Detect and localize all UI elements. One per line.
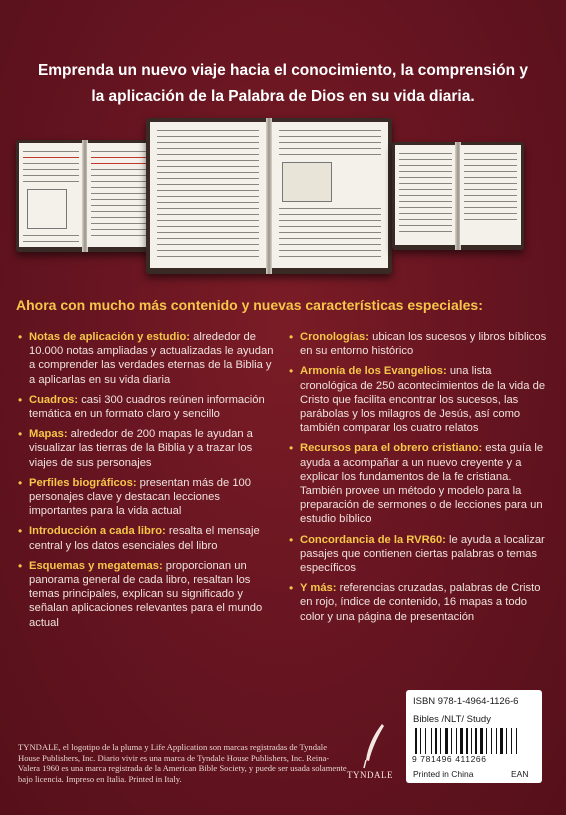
barcode-bar xyxy=(415,728,417,754)
barcode-bar xyxy=(420,728,421,754)
feature-title: Cuadros: xyxy=(29,393,79,406)
barcode-bar xyxy=(451,728,452,754)
barcode-bar xyxy=(504,728,505,754)
feature-description: alrededor de 200 mapas le ayudan a visualizar las tierras de la Biblia y a trazar los viajes de sus personajes xyxy=(29,428,253,469)
feature-title: Introducción a cada libro: xyxy=(29,525,166,538)
bullet-icon: • xyxy=(289,441,294,456)
feature-description: proporcionan un panorama general de cada libro, resaltan los temas principales, explican su significado y señalan aplicaciones relevantes para el mundo actual xyxy=(29,559,263,629)
feature-title: Notas de aplicación y estudio: xyxy=(29,331,191,343)
bible-spreads-photo xyxy=(0,112,566,282)
barcode xyxy=(415,728,533,754)
features-column-left xyxy=(18,330,280,636)
barcode-number: 9 781496 411266 xyxy=(412,754,487,764)
barcode-bar xyxy=(427,728,430,754)
feature-description: resalta el mensaje central y los datos esenciales del libro xyxy=(29,525,260,552)
bullet-icon: • xyxy=(18,392,23,407)
barcode-bar xyxy=(493,728,495,754)
barcode-bar xyxy=(486,728,487,754)
barcode-bar xyxy=(442,728,444,754)
features-subheading: Ahora con mucho más contenido y nuevas características especiales: xyxy=(16,297,483,313)
feature-description: esta guía le ayuda a acompañar a un nuevo creyente y a explicar los fundamentos de la fe cristiana. También provee un método y modelo para la preparación de sermones o de lecciones para un estudio bíblico xyxy=(300,442,544,526)
feature-description: casi 300 cuadros reúnen información temática en un formato claro y sencillo xyxy=(29,393,265,421)
barcode-bar xyxy=(449,728,450,754)
barcode-bar xyxy=(469,728,470,754)
bullet-icon: • xyxy=(289,532,294,547)
barcode-bar xyxy=(458,728,459,754)
barcode-bar xyxy=(518,728,519,754)
barcode-bar xyxy=(484,728,485,754)
ean-label: EAN xyxy=(511,769,529,779)
bullet-icon: • xyxy=(18,558,23,573)
feature-description: ubican los sucesos y libros bíblicos en su entorno histórico xyxy=(300,331,547,358)
barcode-bar xyxy=(496,728,497,754)
feature-description: referencias cruzadas, palabras de Cristo en rojo, índice de contenido, 16 mapas a todo color y una página de presentación xyxy=(300,582,541,623)
barcode-bar xyxy=(445,728,448,754)
barcode-bar xyxy=(433,728,434,754)
barcode-bar xyxy=(466,728,468,754)
feature-item xyxy=(18,330,280,387)
bullet-icon: • xyxy=(289,330,294,344)
barcode-bar xyxy=(456,728,457,754)
feature-title: Recursos para el obrero cristiano: xyxy=(300,442,483,455)
feature-title: Perfiles biográficos: xyxy=(29,476,137,489)
headline xyxy=(0,58,566,110)
barcode-bar xyxy=(511,728,512,754)
feature-item xyxy=(289,533,551,576)
feature-title: Armonía de los Evangelios: xyxy=(300,365,447,378)
barcode-bar xyxy=(500,728,503,754)
feature-item xyxy=(18,476,280,519)
features-column-right xyxy=(289,330,551,630)
barcode-bar xyxy=(513,728,515,754)
feature-title: Y más: xyxy=(300,582,337,595)
feature-description: alrededor de 10.000 notas ampliadas y actualizadas le ayudan a comprender las verdades eternas de la Biblia y a aplicarlas en su vida diaria xyxy=(29,331,274,386)
bible-spread-right xyxy=(392,142,524,250)
barcode-bar xyxy=(491,728,492,754)
barcode-bar xyxy=(473,728,474,754)
tyndale-logo-text: TYNDALE xyxy=(347,770,393,780)
category-label: Bibles /NLT/ Study xyxy=(413,714,491,725)
headline-line-2: la aplicación de la Palabra de Dios en su vida diaria. xyxy=(91,88,475,105)
feature-description: presentan más de 100 personajes clave y destacan lecciones importantes para la vida actual xyxy=(29,476,251,518)
feature-description: una lista cronológica de 250 acontecimientos de la vida de Cristo que facilita encontrar los sucesos, las parábolas y los milagros de Jesús, así como también comparar los cuatro relatos xyxy=(300,365,546,435)
barcode-bar xyxy=(435,728,437,754)
barcode-bar xyxy=(422,728,424,754)
feature-title: Esquemas y megatemas: xyxy=(29,559,163,572)
bullet-icon: • xyxy=(18,330,23,344)
bullet-icon: • xyxy=(18,524,23,539)
legal-notice: TYNDALE, el logotipo de la pluma y Life Application son marcas registradas de Tyndale House Publishers, Inc. Diario vivir es una marca de Tyndale House Publishers, Inc. Reina-Valera 1960 es una marca registrada de la American Bible Society, y puede ser usada solamente bajo licencia. Impreso en Italia. Printed in Italy. xyxy=(18,742,347,784)
barcode-bar xyxy=(431,728,432,754)
bible-spread-center xyxy=(146,118,392,274)
barcode-bar xyxy=(475,728,477,754)
feature-item xyxy=(289,364,551,435)
headline-line-1: Emprenda un nuevo viaje hacia el conocimiento, la comprensión y xyxy=(37,62,529,79)
feature-item xyxy=(289,581,551,624)
feature-item xyxy=(18,524,280,552)
feature-item xyxy=(289,330,551,358)
isbn-number: ISBN 978-1-4964-1126-6 xyxy=(413,696,519,707)
bullet-icon: • xyxy=(18,475,23,490)
feature-item xyxy=(18,559,280,630)
barcode-bar xyxy=(460,728,463,754)
barcode-bar xyxy=(438,728,439,754)
bullet-icon: • xyxy=(289,581,294,596)
barcode-bar xyxy=(464,728,465,754)
barcode-bar xyxy=(440,728,441,754)
feature-title: Mapas: xyxy=(29,428,68,441)
feature-item xyxy=(18,427,280,470)
barcode-bar xyxy=(425,728,426,754)
barcode-bar xyxy=(453,728,455,754)
barcode-bar xyxy=(508,728,510,754)
isbn-sticker xyxy=(406,690,542,783)
origin-label: Printed in China xyxy=(413,769,474,779)
barcode-bar xyxy=(488,728,490,754)
barcode-bar xyxy=(516,728,517,754)
feature-title: Concordancia de la RVR60: xyxy=(300,533,446,546)
barcode-bar xyxy=(480,728,483,754)
barcode-bar xyxy=(478,728,479,754)
feature-description: le ayuda a localizar pasajes que contienen ciertas palabras o temas específicos xyxy=(300,533,545,575)
feature-item xyxy=(289,441,551,526)
barcode-bar xyxy=(498,728,499,754)
barcode-bar xyxy=(506,728,507,754)
feature-title: Cronologías: xyxy=(300,331,369,343)
bullet-icon: • xyxy=(289,364,294,379)
barcode-bar xyxy=(418,728,419,754)
bullet-icon: • xyxy=(18,427,23,442)
bible-spread-left xyxy=(16,140,154,252)
feature-item xyxy=(18,393,280,421)
barcode-bar xyxy=(471,728,472,754)
